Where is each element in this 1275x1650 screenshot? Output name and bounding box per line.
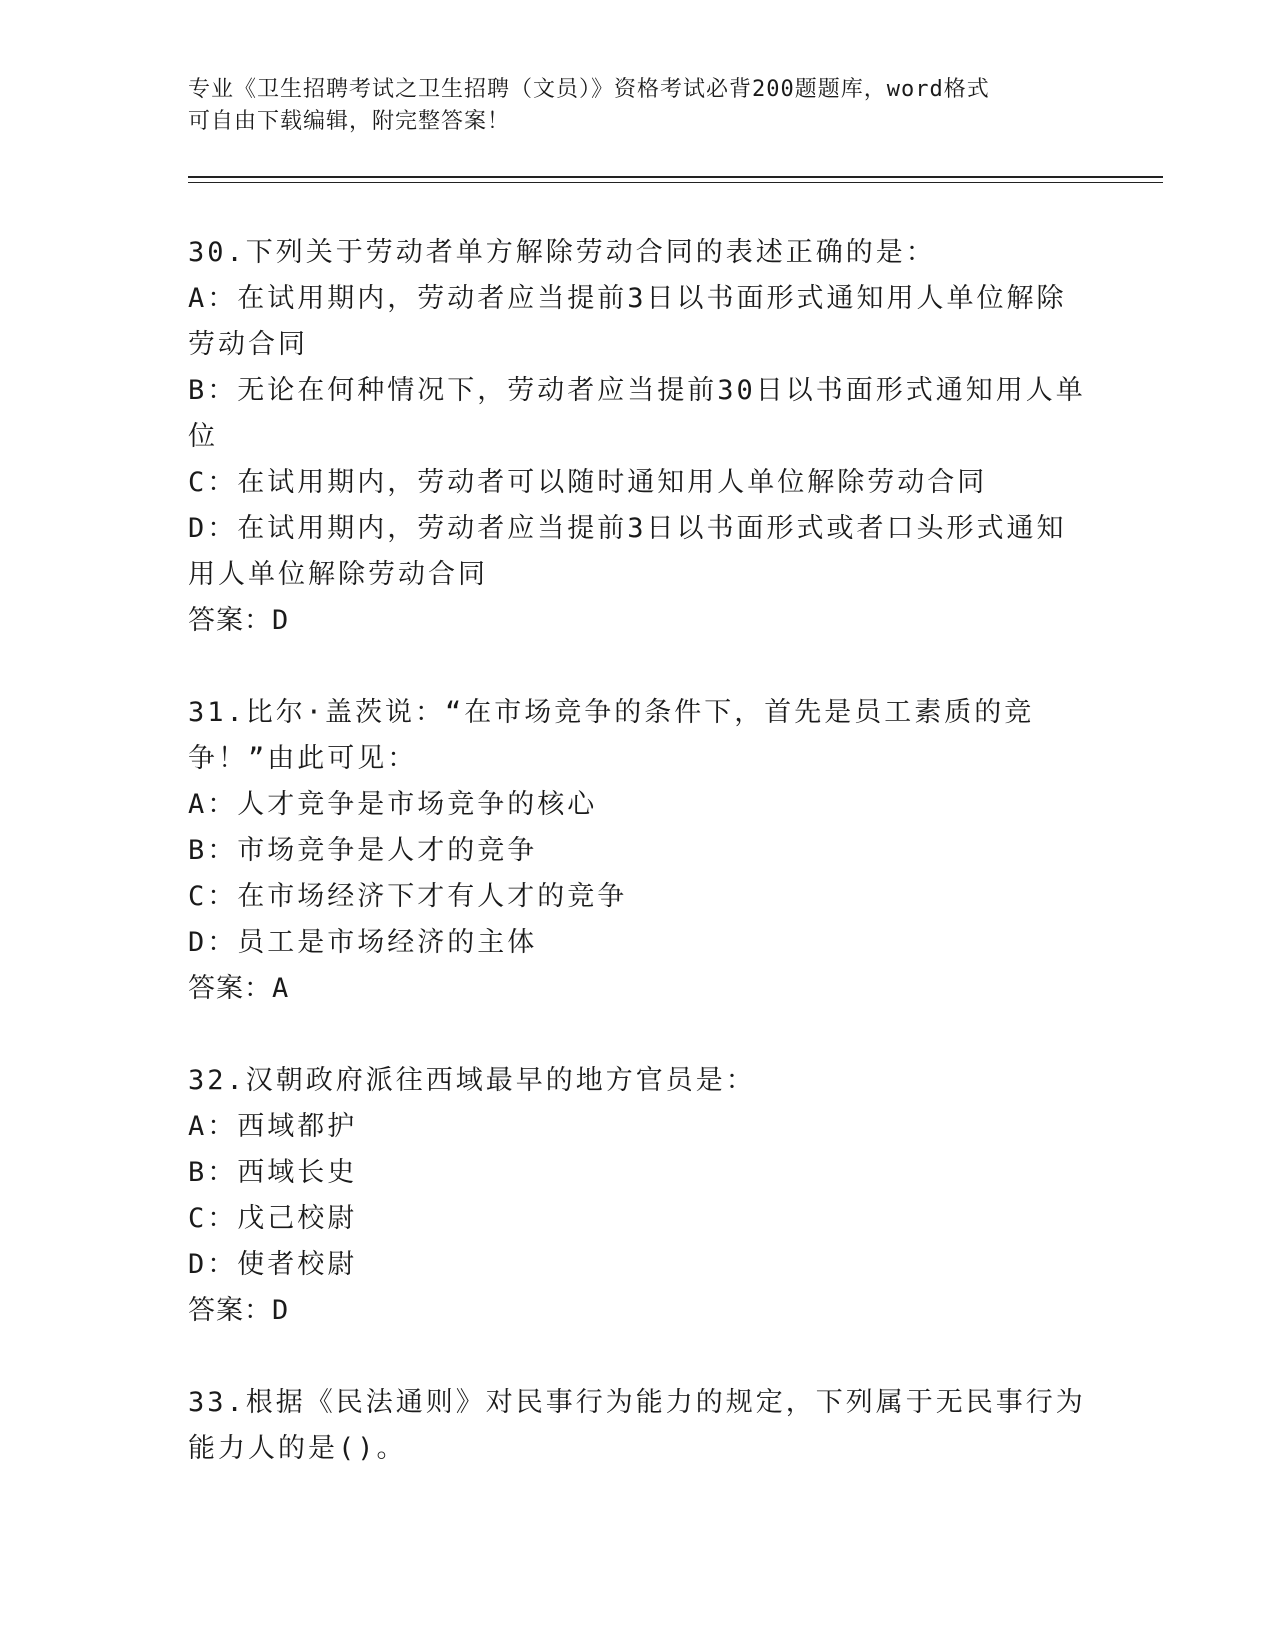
option-c: C：在市场经济下才有人才的竞争 bbox=[188, 881, 628, 912]
header-line-1: 专业《卫生招聘考试之卫生招聘（文员）》资格考试必背200题题库，word格式 bbox=[188, 77, 990, 102]
option-d: D：使者校尉 bbox=[188, 1249, 358, 1280]
question-stem: 31.比尔·盖茨说：“在市场竞争的条件下，首先是员工素质的竞争！”由此可见： bbox=[188, 697, 1035, 774]
question-stem: 30.下列关于劳动者单方解除劳动合同的表述正确的是： bbox=[188, 237, 936, 268]
option-d: D：在试用期内，劳动者应当提前3日以书面形式或者口头形式通知用人单位解除劳动合同 bbox=[188, 513, 1067, 590]
answer-line: 答案：D bbox=[188, 605, 290, 636]
question-30 bbox=[188, 230, 1088, 644]
option-a: A：西域都护 bbox=[188, 1111, 358, 1142]
header-line-2: 可自由下载编辑，附完整答案！ bbox=[188, 109, 511, 134]
document-header bbox=[188, 74, 1068, 138]
option-a: A：在试用期内，劳动者应当提前3日以书面形式通知用人单位解除劳动合同 bbox=[188, 283, 1067, 360]
option-b: B：市场竞争是人才的竞争 bbox=[188, 835, 538, 866]
option-c: C：在试用期内，劳动者可以随时通知用人单位解除劳动合同 bbox=[188, 467, 988, 498]
option-d: D：员工是市场经济的主体 bbox=[188, 927, 538, 958]
option-b: B：西域长史 bbox=[188, 1157, 358, 1188]
answer-line: 答案：D bbox=[188, 1295, 290, 1326]
option-c: C：戊己校尉 bbox=[188, 1203, 358, 1234]
option-a: A：人才竞争是市场竞争的核心 bbox=[188, 789, 598, 820]
question-31 bbox=[188, 690, 1088, 1012]
header-divider-thick bbox=[188, 176, 1163, 178]
question-32 bbox=[188, 1058, 1088, 1334]
question-33 bbox=[188, 1380, 1088, 1472]
option-b: B：无论在何种情况下，劳动者应当提前30日以书面形式通知用人单位 bbox=[188, 375, 1086, 452]
question-list bbox=[188, 230, 1088, 1472]
question-stem: 33.根据《民法通则》对民事行为能力的规定，下列属于无民事行为能力人的是()。 bbox=[188, 1387, 1086, 1464]
answer-line: 答案：A bbox=[188, 973, 290, 1004]
question-stem: 32.汉朝政府派往西域最早的地方官员是： bbox=[188, 1065, 756, 1096]
header-divider-thin bbox=[188, 182, 1163, 183]
